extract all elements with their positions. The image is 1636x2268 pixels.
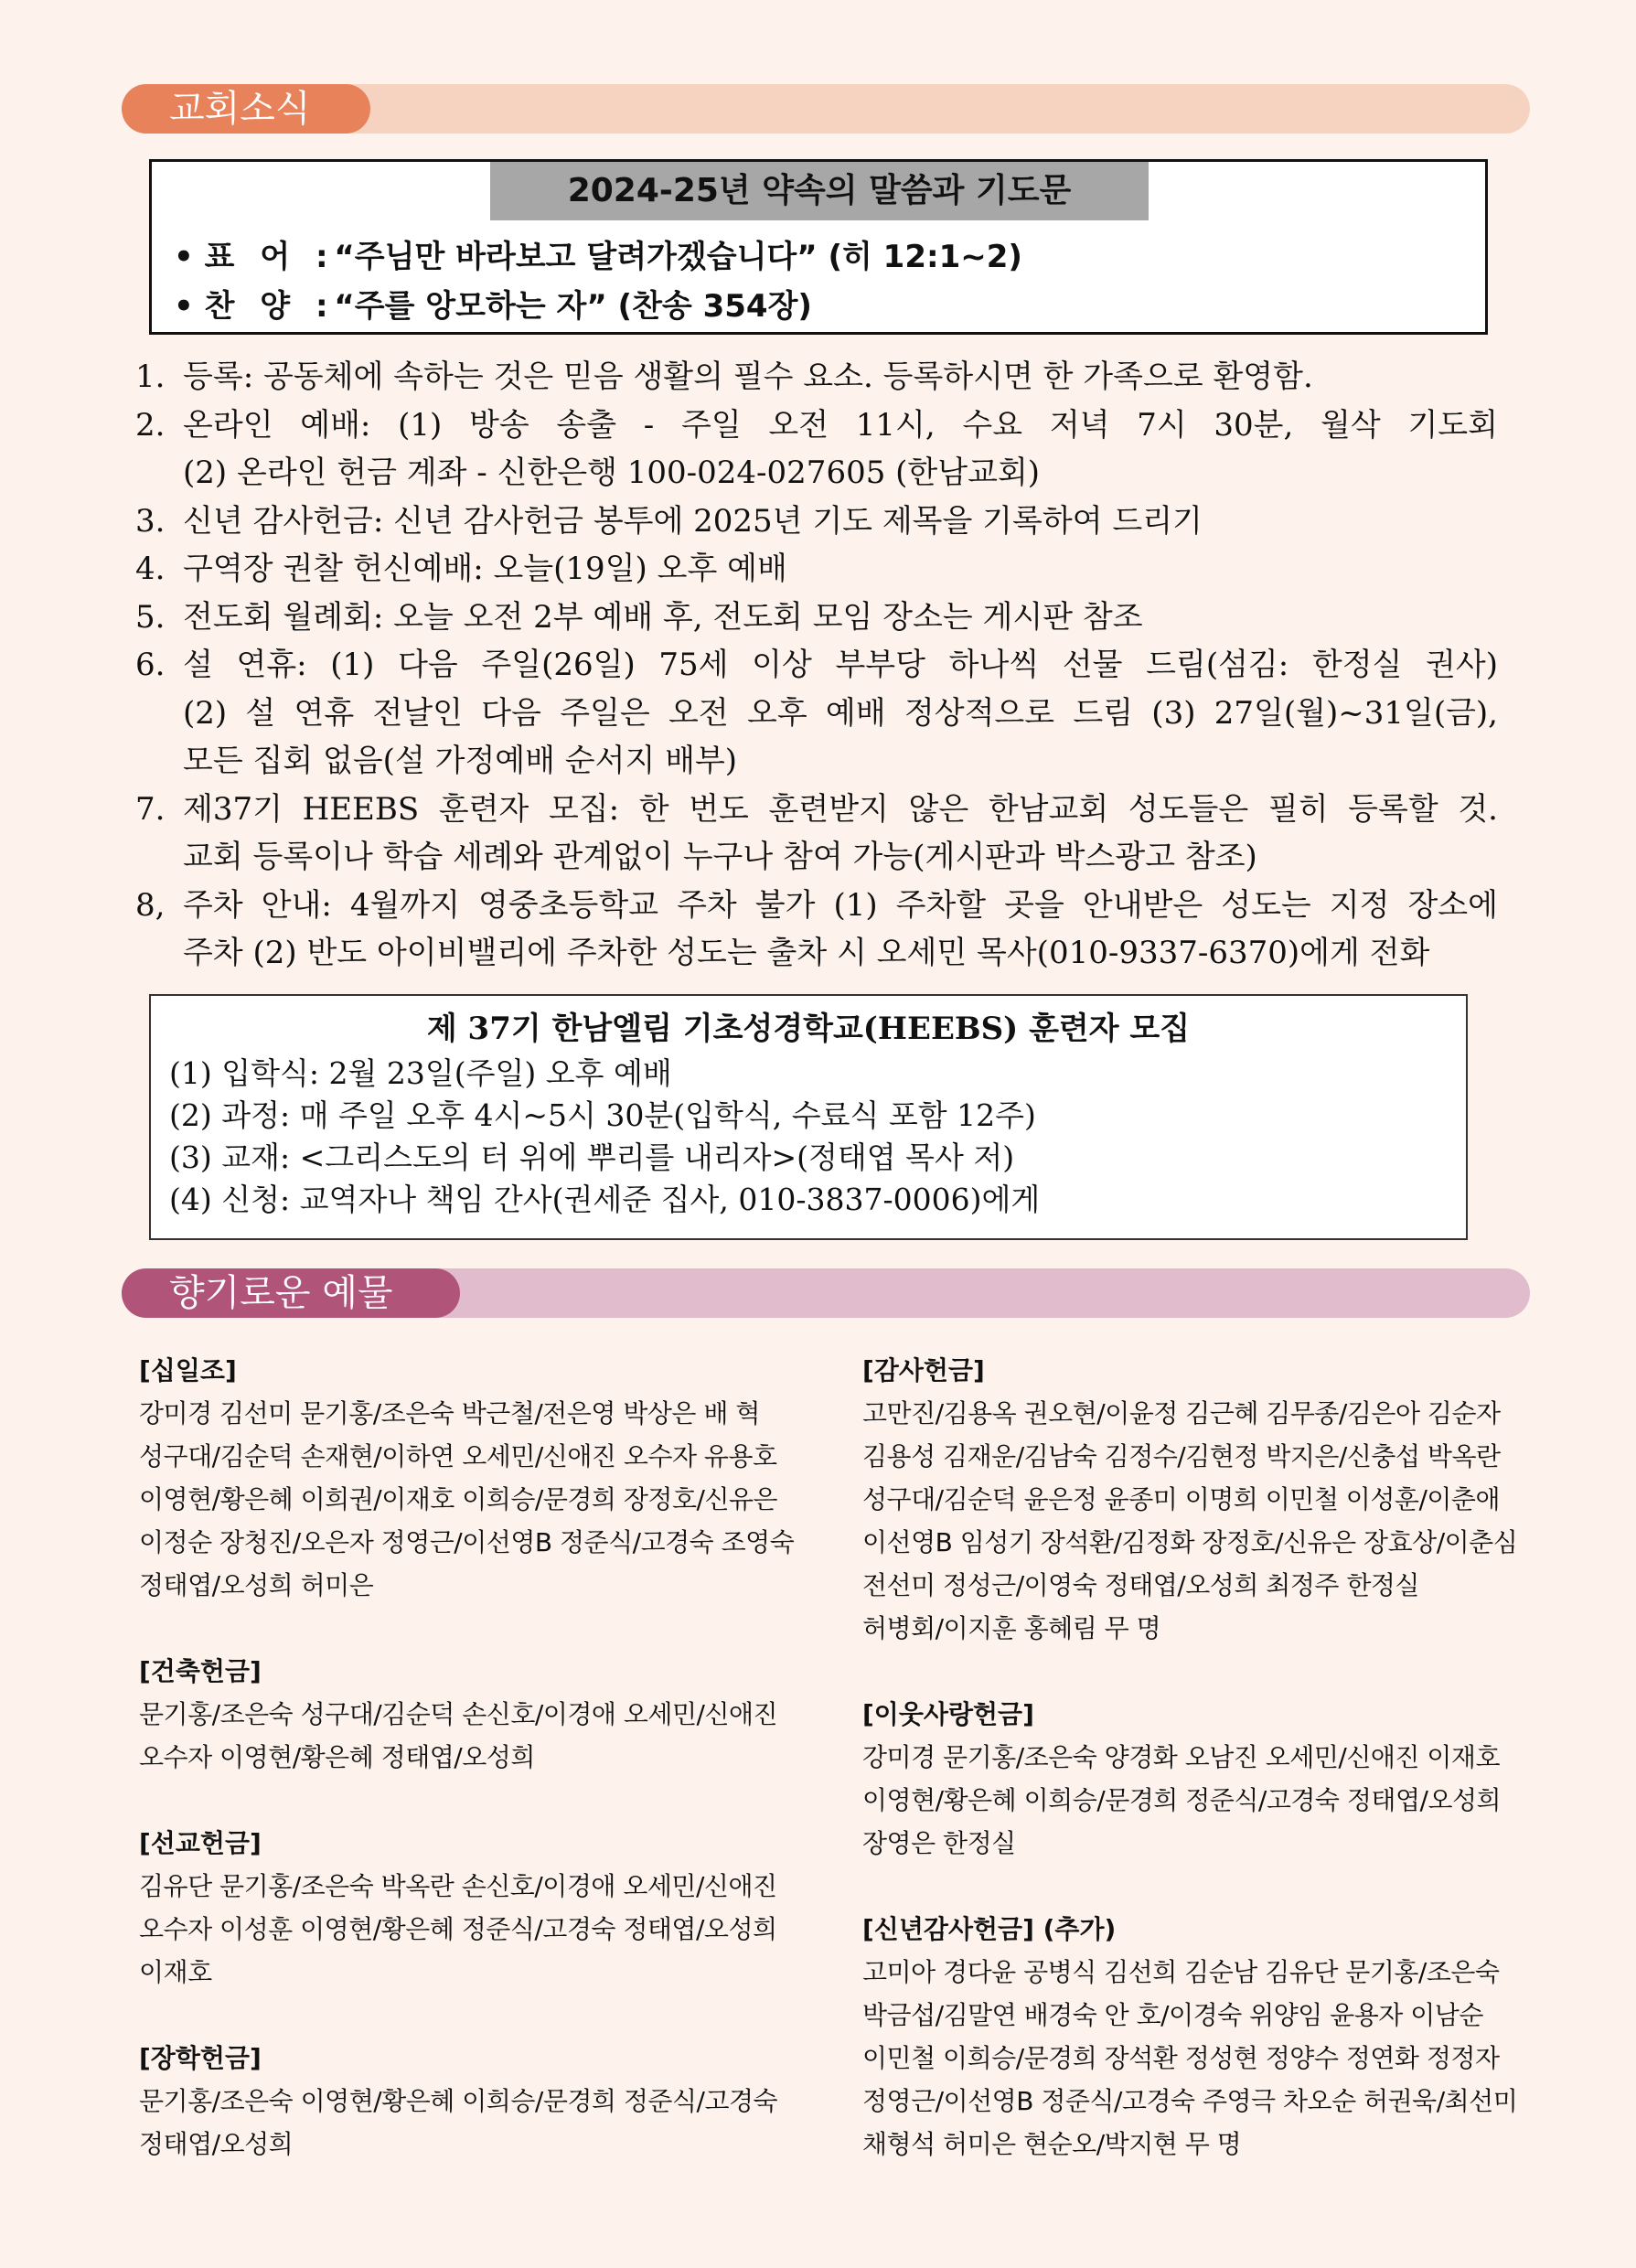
offerings-header-bar (122, 1268, 1530, 1318)
offering-group (139, 1349, 797, 1607)
bullet-icon: • (174, 288, 205, 325)
offering-heading: [이웃사랑헌금] (862, 1699, 1034, 1729)
bullet-icon: • (174, 239, 205, 275)
offering-names: 박금섭/김말연 배경숙 안 호/이경숙 위양임 윤용자 이남순 (862, 2000, 1483, 2030)
news-item (135, 737, 1498, 786)
news-number (135, 449, 183, 497)
news-number (135, 833, 183, 882)
news-number: 5. (135, 598, 166, 636)
news-item (135, 882, 1498, 930)
offering-names: 이영현/황은혜 이희승/문경희 정준식/고경숙 정태엽/오성희 (862, 1785, 1502, 1815)
offering-names: 이영현/황은혜 이희권/이재호 이희승/문경희 장정호/신유은 (139, 1484, 778, 1514)
offering-names: 허병회/이지훈 홍혜림 무 명 (862, 1613, 1161, 1643)
news-number: 1. (135, 358, 166, 395)
offering-names: 고미아 경다윤 공병식 김선희 김순남 김유단 문기홍/조은숙 (862, 1957, 1500, 1987)
news-item (135, 641, 1498, 690)
offering-heading: [장학헌금] (139, 2043, 262, 2073)
news-number: 7. (135, 790, 166, 828)
news-number: 4. (135, 551, 166, 587)
news-list (135, 353, 1498, 978)
offering-names: 오수자 이성훈 이영현/황은혜 정준식/고경숙 정태엽/오성희 (139, 1914, 777, 1944)
offering-names: 성구대/김순덕 윤은정 윤종미 이명희 이민철 이성훈/이춘애 (862, 1484, 1501, 1514)
hymn-text: “주를 앙모하는 자” (찬송 354장) (334, 288, 812, 325)
offering-names: 이선영B 임성기 장석환/김정화 장정호/신유은 장효상/이춘심 (862, 1527, 1518, 1557)
news-text: (2) 온라인 헌금 계좌 - 신한은행 100-024-027605 (한남교회) (183, 455, 1041, 491)
church-news-header-bar (122, 84, 1530, 134)
offering-group (139, 1650, 797, 1779)
offering-group (862, 1693, 1521, 1865)
offering-names: 이정순 장청진/오은자 정영근/이선영B 정준식/고경숙 조영숙 (139, 1527, 795, 1557)
offering-group (139, 2037, 797, 2166)
news-text: 구역장 권찰 헌신예배: 오늘(19일) 오후 예배 (183, 551, 787, 587)
news-text: 등록: 공동체에 속하는 것은 믿음 생활의 필수 요소. 등록하시면 한 가족으로 환영함. (183, 358, 1313, 395)
offerings-right-column (862, 1349, 1521, 2209)
news-number (135, 737, 183, 786)
offering-names: 장영은 한정실 (862, 1828, 1016, 1858)
heebs-title: 제 37기 한남엘림 기초성경학교(HEEBS) 훈련자 모집 (426, 1011, 1191, 1047)
news-item (135, 594, 1498, 642)
news-item (135, 929, 1498, 978)
offering-names: 이재호 (139, 1957, 212, 1987)
news-number: 2. (135, 406, 166, 444)
hymn-label: 찬 양 : (204, 288, 336, 325)
offering-heading: [선교헌금] (139, 1828, 262, 1858)
news-text: 주차 안내: 4월까지 영중초등학교 주차 불가 (1) 주차할 곳을 안내받은 성도는 지정 장소에 (183, 886, 1498, 924)
motto-label: 표 어 : (204, 239, 336, 275)
offering-names: 문기홍/조은숙 이영현/황은혜 이희승/문경희 정준식/고경숙 (139, 2086, 778, 2116)
motto-text: “주님만 바라보고 달려가겠습니다” (히 12:1~2) (334, 239, 1022, 275)
heebs-recruit-box (149, 994, 1468, 1240)
news-text: 신년 감사헌금: 신년 감사헌금 봉투에 2025년 기도 제목을 기록하여 드리기 (183, 502, 1203, 540)
hymn-line (174, 281, 812, 326)
offering-group (862, 1908, 1521, 2166)
heebs-line: (2) 과정: 매 주일 오후 4시~5시 30분(입학식, 수료식 포함 12주) (169, 1097, 1036, 1133)
news-item (135, 690, 1498, 738)
offering-heading: [신년감사헌금] (추가) (862, 1914, 1117, 1944)
offering-group (139, 1822, 797, 1994)
offering-names: 성구대/김순덕 손재현/이하연 오세민/신애진 오수자 유용호 (139, 1441, 777, 1471)
news-text: (2) 설 연휴 전날인 다음 주일은 오전 오후 예배 정상적으로 드림 (3) 27일(월)~31일(금), (183, 694, 1498, 732)
news-item (135, 833, 1498, 882)
promise-verse-title: 2024-25년 약속의 말씀과 기도문 (490, 162, 1149, 220)
offering-heading: [감사헌금] (862, 1355, 985, 1385)
news-text: 설 연휴: (1) 다음 주일(26일) 75세 이상 부부당 하나씩 선물 드림(섬김: 한정실 권사) (183, 647, 1498, 683)
heebs-line: (1) 입학식: 2월 23일(주일) 오후 예배 (169, 1055, 672, 1091)
offering-names: 정태엽/오성희 허미은 (139, 1570, 374, 1600)
news-text: 제37기 HEEBS 훈련자 모집: 한 번도 훈련받지 않은 한남교회 성도들은 필히 등록할 것. (183, 790, 1498, 828)
news-text: 주차 (2) 반도 아이비밸리에 주차한 성도는 출차 시 오세민 목사(010-9337-6370)에게 전화 (183, 935, 1430, 971)
offering-names: 채형석 허미은 현순오/박지현 무 명 (862, 2129, 1242, 2159)
news-text: 온라인 예배: (1) 방송 송출 - 주일 오전 11시, 수요 저녁 7시 30분, 월삭 기도회 (183, 406, 1498, 444)
offering-names: 정태엽/오성희 (139, 2129, 294, 2159)
news-item (135, 449, 1498, 497)
news-text: 모든 집회 없음(설 가정예배 순서지 배부) (183, 743, 738, 779)
news-item (135, 545, 1498, 594)
heebs-line: (4) 신청: 교역자나 책임 간사(권세준 집사, 010-3837-0006)에게 (169, 1182, 1041, 1217)
offering-heading: [십일조] (139, 1355, 237, 1385)
news-number: 3. (135, 502, 166, 540)
offering-names: 이민철 이희승/문경희 장석환 정성현 정양수 정연화 정정자 (862, 2043, 1500, 2073)
news-number: 6. (135, 647, 166, 683)
offering-group (862, 1349, 1521, 1650)
motto-line (174, 231, 1022, 276)
offering-names: 고만진/김용옥 권오현/이윤정 김근혜 김무종/김은아 김순자 (862, 1398, 1501, 1428)
news-number (135, 929, 183, 978)
news-text: 교회 등록이나 학습 세례와 관계없이 누구나 참여 가능(게시판과 박스광고 참조) (183, 839, 1257, 875)
news-item (135, 401, 1498, 450)
offerings-header: 향기로운 예물 (122, 1268, 460, 1318)
offering-names: 문기홍/조은숙 성구대/김순덕 손신호/이경애 오세민/신애진 (139, 1699, 778, 1729)
news-item (135, 353, 1498, 401)
news-item (135, 786, 1498, 834)
promise-verse-box (149, 159, 1488, 335)
offering-names: 오수자 이영현/황은혜 정태엽/오성희 (139, 1742, 535, 1772)
news-text: 전도회 월례회: 오늘 오전 2부 예배 후, 전도회 모임 장소는 게시판 참조 (183, 598, 1143, 636)
news-number: 8, (135, 886, 166, 924)
heebs-line: (3) 교재: <그리스도의 터 위에 뿌리를 내리자>(정태엽 목사 저) (169, 1139, 1015, 1175)
offering-names: 김유단 문기홍/조은숙 박옥란 손신호/이경애 오세민/신애진 (139, 1871, 777, 1901)
news-item (135, 497, 1498, 546)
offerings-left-column (139, 1349, 797, 2209)
church-news-header: 교회소식 (122, 84, 370, 134)
offering-names: 강미경 문기홍/조은숙 양경화 오남진 오세민/신애진 이재호 (862, 1742, 1501, 1772)
offering-names: 김용성 김재운/김남숙 김정수/김현정 박지은/신충섭 박옥란 (862, 1441, 1501, 1471)
offering-heading: [건축헌금] (139, 1656, 262, 1686)
offering-names: 정영근/이선영B 정준식/고경숙 주영극 차오순 허권욱/최선미 (862, 2086, 1518, 2116)
news-number (135, 690, 183, 738)
offering-names: 강미경 김선미 문기홍/조은숙 박근철/전은영 박상은 배 혁 (139, 1398, 760, 1428)
offering-names: 전선미 정성근/이영숙 정태엽/오성희 최정주 한정실 (862, 1570, 1419, 1600)
